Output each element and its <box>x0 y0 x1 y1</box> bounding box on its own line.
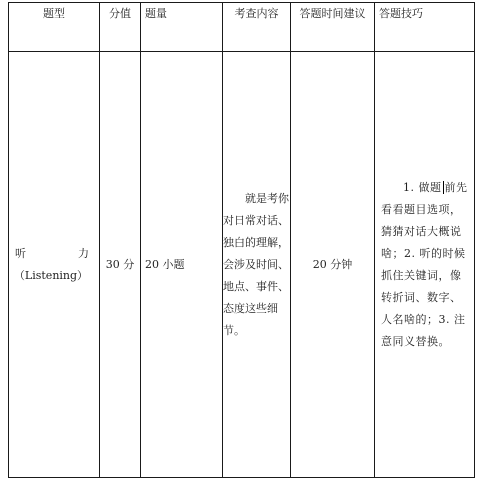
header-content: 考查内容 <box>223 3 291 52</box>
header-question-count: 题量 <box>141 3 223 52</box>
cell-tips[interactable] <box>375 52 475 478</box>
type-label-english: （Listening） <box>13 268 89 282</box>
type-label-char-1: 听 <box>15 246 26 260</box>
type-label-char-2: 力 <box>78 246 89 260</box>
header-question-type: 题型 <box>9 3 100 52</box>
text-cursor <box>443 181 444 194</box>
cell-time-suggestion: 20 分钟 <box>291 52 375 478</box>
cell-question-count: 20 小题 <box>141 52 223 478</box>
header-score: 分值 <box>100 3 141 52</box>
tips-text-after-cursor: 前先看看题目选项，猜猜对话大概说啥；2. 听的时候抓住关键词，像转折词、数字、人名啥的；3. 注意同义替换。 <box>381 180 468 348</box>
content-text: 就是考你对日常对话、独白的理解，会涉及时间、地点、事件、态度这些细节。 <box>223 191 289 337</box>
table-header-row <box>9 3 475 52</box>
cell-score: 30 分 <box>100 52 141 478</box>
table-row <box>9 52 475 478</box>
tips-text-before-cursor: 1. 做题 <box>403 180 442 194</box>
cell-content <box>223 52 291 478</box>
header-time-suggestion: 答题时间建议 <box>291 3 375 52</box>
exam-info-table <box>8 2 475 478</box>
header-tips: 答题技巧 <box>375 3 475 52</box>
cell-question-type <box>9 52 100 478</box>
tips-text[interactable] <box>375 177 474 353</box>
